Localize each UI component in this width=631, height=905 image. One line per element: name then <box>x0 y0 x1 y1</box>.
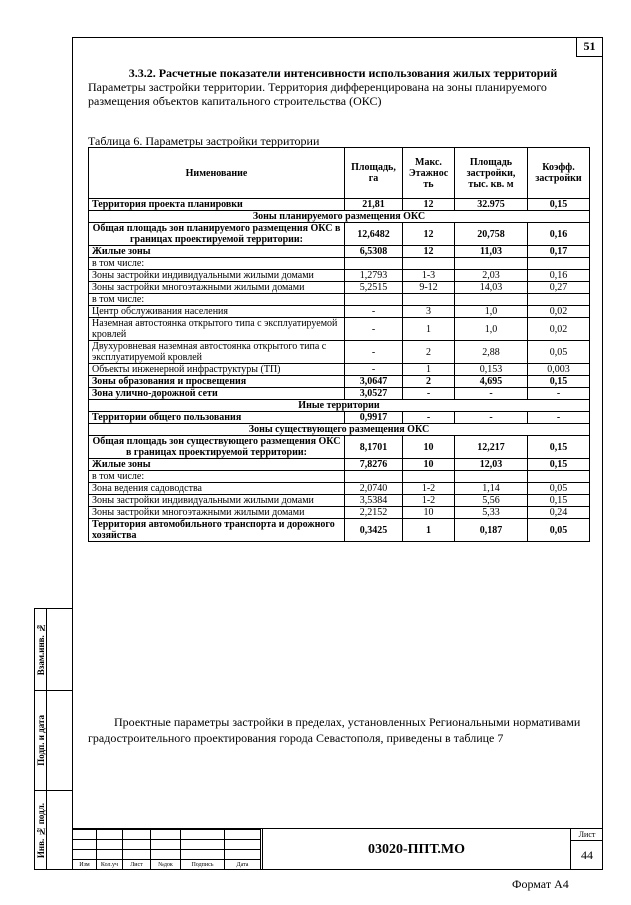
table-row <box>89 495 590 507</box>
row-name-cell: Центр обслуживания населения <box>89 306 345 318</box>
row-value-cell: 2 <box>403 341 455 364</box>
side-label-signature: Подп. и дата <box>35 715 46 766</box>
row-name-cell: в том числе: <box>89 471 345 483</box>
row-value-cell: 2,2152 <box>345 507 403 519</box>
row-name-cell: Зоны застройки многоэтажными жилыми домами <box>89 507 345 519</box>
row-value-cell: 12,6482 <box>345 223 403 246</box>
header-area: Площадь, га <box>345 148 403 199</box>
row-value-cell: 0,9917 <box>345 412 403 424</box>
row-value-cell: 1,0 <box>455 306 528 318</box>
row-value-cell: 0,15 <box>528 436 590 459</box>
row-value-cell: 2,88 <box>455 341 528 364</box>
sheet-number: 44 <box>581 848 593 862</box>
header-name: Нименование <box>89 148 345 199</box>
row-value-cell: 1,14 <box>455 483 528 495</box>
side-cell-signature <box>35 691 72 791</box>
table-section-row <box>89 424 590 436</box>
sheet-box <box>570 829 603 870</box>
row-value-cell: 1-3 <box>403 270 455 282</box>
side-cell-inventory <box>35 791 72 870</box>
row-name-cell: Зоны застройки индивидуальными жилыми домами <box>89 270 345 282</box>
sheet-label: Лист <box>571 829 603 841</box>
row-value-cell: 3 <box>403 306 455 318</box>
revision-table <box>72 829 261 870</box>
section-title-cell: Зоны существующего размещения ОКС <box>89 424 590 436</box>
row-value-cell: 12 <box>403 199 455 211</box>
table-row <box>89 318 590 341</box>
row-name-cell: в том числе: <box>89 258 345 270</box>
stamp-col-count: Кол.уч <box>97 860 123 870</box>
table-row <box>89 436 590 459</box>
row-value-cell: 0,15 <box>528 199 590 211</box>
row-value-cell: 10 <box>403 507 455 519</box>
row-value-cell: 5,2515 <box>345 282 403 294</box>
row-value-cell: 20,758 <box>455 223 528 246</box>
row-value-cell: 12,217 <box>455 436 528 459</box>
row-value-cell: 0,05 <box>528 519 590 542</box>
row-value-cell: 0,24 <box>528 507 590 519</box>
stamp-col-date: Дата <box>225 860 261 870</box>
row-value-cell: 0,05 <box>528 341 590 364</box>
table-row <box>89 471 590 483</box>
row-value-cell: 1-2 <box>403 495 455 507</box>
row-value-cell: 5,56 <box>455 495 528 507</box>
row-value-cell: 2,0740 <box>345 483 403 495</box>
row-value-cell: 0,16 <box>528 270 590 282</box>
row-name-cell: Зоны застройки многоэтажными жилыми домами <box>89 282 345 294</box>
table-row <box>89 507 590 519</box>
row-value-cell: 1 <box>403 364 455 376</box>
row-value-cell <box>455 294 528 306</box>
row-value-cell <box>403 294 455 306</box>
row-name-cell: Зона ведения садоводства <box>89 483 345 495</box>
table-caption: Таблица 6. Параметры застройки территории <box>88 134 320 148</box>
row-value-cell <box>528 471 590 483</box>
row-value-cell: - <box>345 341 403 364</box>
row-value-cell <box>455 471 528 483</box>
table-row <box>89 459 590 471</box>
row-name-cell: Жилые зоны <box>89 246 345 258</box>
row-name-cell: Объекты инженерной инфраструктуры (ТП) <box>89 364 345 376</box>
row-value-cell: - <box>345 364 403 376</box>
row-value-cell: - <box>345 306 403 318</box>
header-floors: Макс. Этажнос ть <box>403 148 455 199</box>
row-value-cell: 8,1701 <box>345 436 403 459</box>
table-row <box>89 376 590 388</box>
row-value-cell: 1,0 <box>455 318 528 341</box>
row-value-cell <box>528 258 590 270</box>
row-value-cell: 32.975 <box>455 199 528 211</box>
row-value-cell: 12,03 <box>455 459 528 471</box>
row-value-cell: 0,27 <box>528 282 590 294</box>
side-label-replacement: Взам.инв. № <box>35 623 46 676</box>
stamp-col-docno: №док <box>151 860 181 870</box>
row-name-cell: Общая площадь зон планируемого размещения ОКС в границах проектируемой территории: <box>89 223 345 246</box>
table-row <box>89 364 590 376</box>
row-name-cell: Наземная автостоянка открытого типа с эксплуатируемой кровлей <box>89 318 345 341</box>
header-coefficient: Коэфф. застройки <box>528 148 590 199</box>
row-value-cell: 3,0647 <box>345 376 403 388</box>
row-value-cell: - <box>403 388 455 400</box>
row-value-cell <box>528 294 590 306</box>
row-value-cell: 3,5384 <box>345 495 403 507</box>
row-value-cell: - <box>528 412 590 424</box>
row-name-cell: Двухуровневая наземная автостоянка открытого типа с эксплуатируемой кровлей <box>89 341 345 364</box>
row-value-cell: 12 <box>403 223 455 246</box>
row-value-cell: 0,15 <box>528 495 590 507</box>
table-row <box>89 270 590 282</box>
row-name-cell: Территория проекта планировки <box>89 199 345 211</box>
row-value-cell: 9-12 <box>403 282 455 294</box>
side-cell-replacement <box>35 609 72 691</box>
table-header-row <box>89 148 590 199</box>
row-name-cell: Зоны образования и просвещения <box>89 376 345 388</box>
row-value-cell: 12 <box>403 246 455 258</box>
row-value-cell: 11,03 <box>455 246 528 258</box>
row-value-cell: 1-2 <box>403 483 455 495</box>
row-name-cell: Зоны застройки индивидуальными жилыми домами <box>89 495 345 507</box>
row-value-cell: 14,03 <box>455 282 528 294</box>
document-number: 03020-ППТ.МО <box>262 829 570 870</box>
row-name-cell: Общая площадь зон существующего размещения ОКС в границах проектируемой территории: <box>89 436 345 459</box>
row-value-cell: 3,0527 <box>345 388 403 400</box>
row-value-cell: 4,695 <box>455 376 528 388</box>
row-value-cell: - <box>403 412 455 424</box>
row-value-cell: - <box>455 388 528 400</box>
row-value-cell: 0,02 <box>528 306 590 318</box>
row-value-cell: - <box>455 412 528 424</box>
table-row <box>89 412 590 424</box>
row-value-cell: 1,2793 <box>345 270 403 282</box>
row-value-cell: 0,17 <box>528 246 590 258</box>
closing-paragraph: Проектные параметры застройки в пределах, установленных Региональными нормативами градостроительного проектирования города Севастополя, приведены в таблице 7 <box>88 715 581 745</box>
top-page-number: 51 <box>576 37 603 57</box>
table-row <box>89 388 590 400</box>
table-section-row <box>89 400 590 412</box>
row-value-cell <box>403 258 455 270</box>
section-title-cell: Иные территории <box>89 400 590 412</box>
row-value-cell: 2 <box>403 376 455 388</box>
header-built-area: Площадь застройки, тыс. кв. м <box>455 148 528 199</box>
row-value-cell: 0,05 <box>528 483 590 495</box>
row-value-cell: 10 <box>403 459 455 471</box>
row-value-cell: 0,153 <box>455 364 528 376</box>
row-value-cell: 6,5308 <box>345 246 403 258</box>
row-value-cell: 0,15 <box>528 459 590 471</box>
format-label: Формат А4 <box>512 877 569 891</box>
row-value-cell: 21,81 <box>345 199 403 211</box>
row-value-cell: 1 <box>403 519 455 542</box>
row-value-cell: 0,16 <box>528 223 590 246</box>
row-value-cell: 2,03 <box>455 270 528 282</box>
table-row <box>89 246 590 258</box>
section-intro: Параметры застройки территории. Территория дифференцирована на зоны планируемого размещения объектов капитального строительства (ОКС) <box>88 80 547 108</box>
row-name-cell: Жилые зоны <box>89 459 345 471</box>
parameters-table <box>88 147 590 542</box>
section-heading <box>88 66 598 108</box>
table-row <box>89 306 590 318</box>
side-label-inventory: Инв. № подл. <box>35 802 46 859</box>
side-stamp <box>34 608 72 870</box>
stamp-col-change: Изм <box>73 860 97 870</box>
row-value-cell <box>403 471 455 483</box>
row-value-cell: - <box>345 318 403 341</box>
table-row <box>89 199 590 211</box>
section-title-cell: Зоны планируемого размещения ОКС <box>89 211 590 223</box>
row-name-cell: в том числе: <box>89 294 345 306</box>
row-name-cell: Зона улично-дорожной сети <box>89 388 345 400</box>
row-name-cell: Территория автомобильного транспорта и дорожного хозяйства <box>89 519 345 542</box>
table-row <box>89 258 590 270</box>
table-row <box>89 483 590 495</box>
row-value-cell: 0,187 <box>455 519 528 542</box>
row-value-cell <box>455 258 528 270</box>
revision-header-row <box>73 860 261 870</box>
row-value-cell: 1 <box>403 318 455 341</box>
row-value-cell <box>345 294 403 306</box>
row-value-cell: - <box>528 388 590 400</box>
row-value-cell: 10 <box>403 436 455 459</box>
row-name-cell: Территории общего пользования <box>89 412 345 424</box>
table-section-row <box>89 211 590 223</box>
title-block <box>72 828 603 870</box>
table-row <box>89 341 590 364</box>
table-row <box>89 223 590 246</box>
row-value-cell <box>345 471 403 483</box>
row-value-cell: 7,8276 <box>345 459 403 471</box>
stamp-col-signature: Подпись <box>181 860 225 870</box>
row-value-cell: 5,33 <box>455 507 528 519</box>
row-value-cell: 0,02 <box>528 318 590 341</box>
row-value-cell: 0,15 <box>528 376 590 388</box>
row-value-cell <box>345 258 403 270</box>
section-title: 3.3.2. Расчетные показатели интенсивности использования жилых территорий <box>128 66 558 80</box>
table-row <box>89 282 590 294</box>
table-row <box>89 519 590 542</box>
row-value-cell: 0,3425 <box>345 519 403 542</box>
row-value-cell: 0,003 <box>528 364 590 376</box>
stamp-col-sheet: Лист <box>123 860 151 870</box>
table-row <box>89 294 590 306</box>
